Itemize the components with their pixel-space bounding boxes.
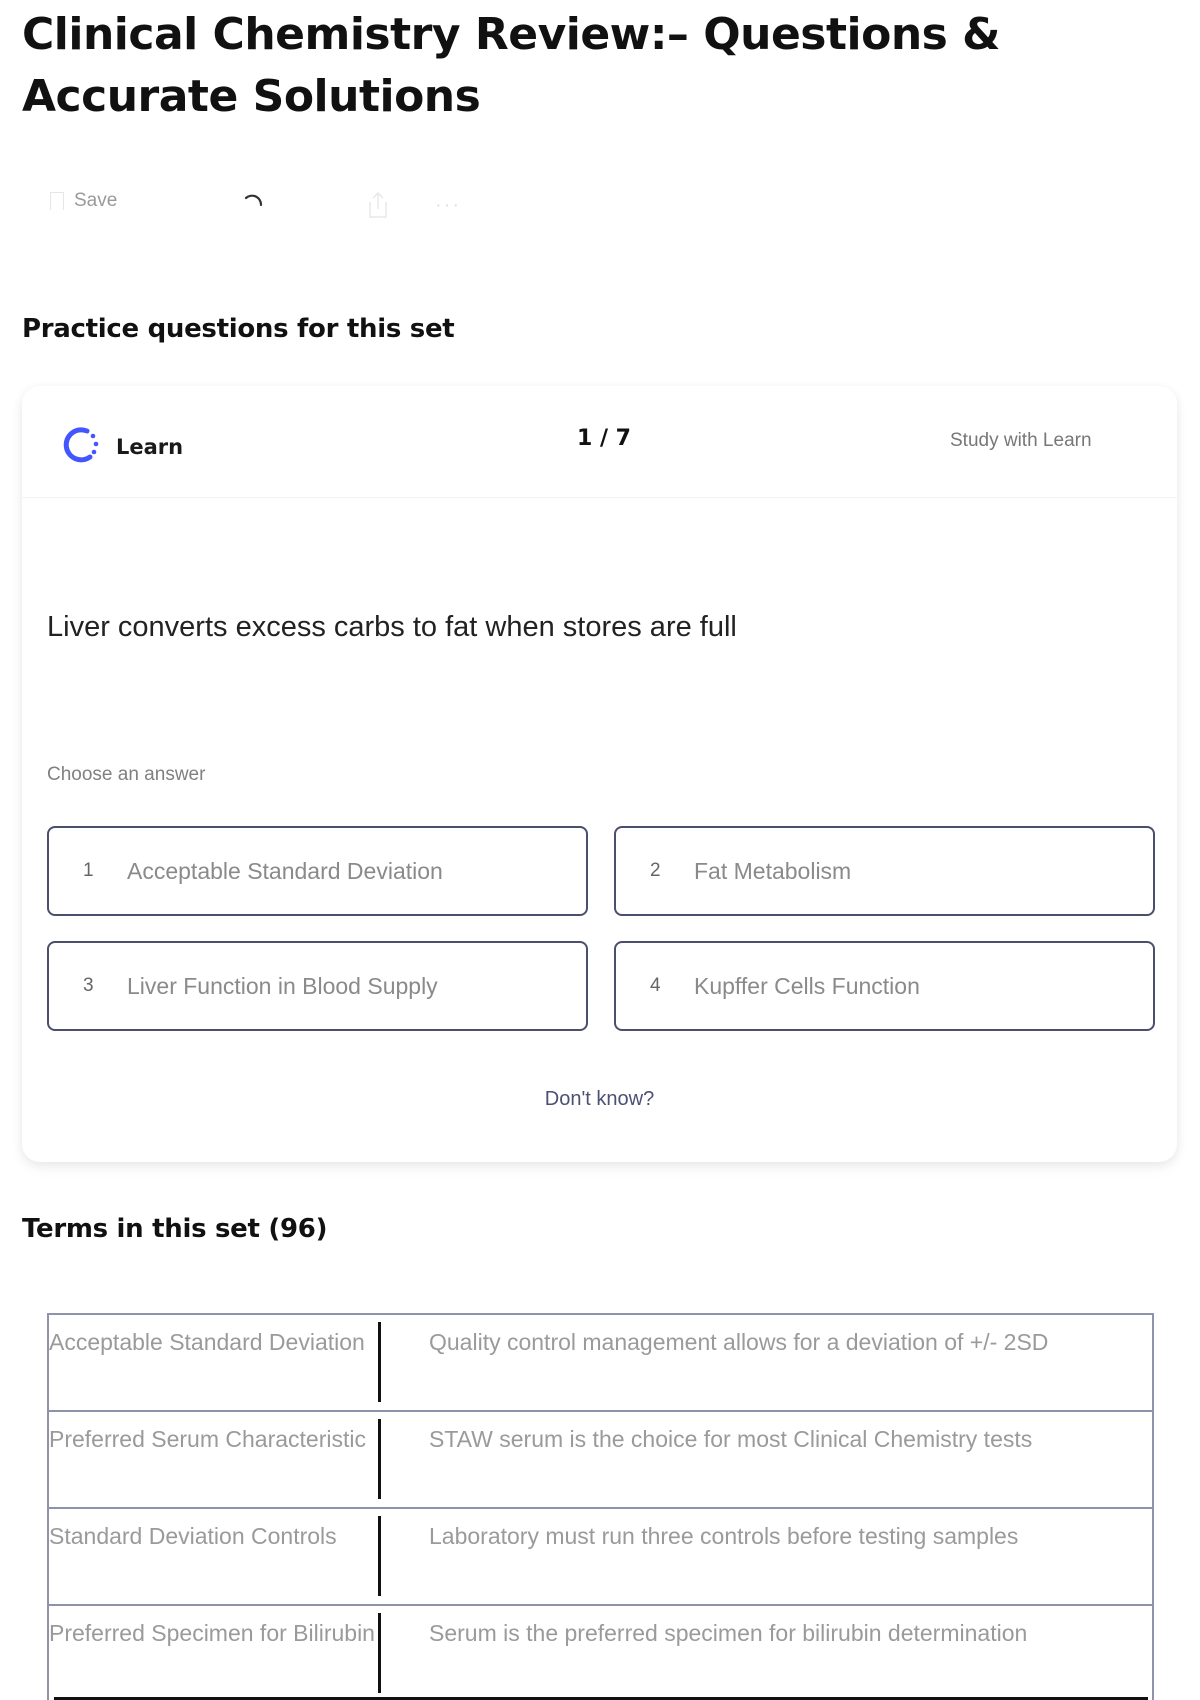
definition-text: Quality control management allows for a deviation of +/- 2SD (429, 1329, 1049, 1355)
option-text: Acceptable Standard Deviation (127, 857, 443, 884)
practice-card (22, 386, 1177, 1162)
option-text: Fat Metabolism (694, 857, 852, 884)
option-number: 2 (650, 860, 661, 881)
option-text: Kupffer Cells Function (694, 972, 920, 999)
table-row (49, 1509, 1152, 1606)
definition-cell (381, 1315, 1152, 1410)
table-row (49, 1315, 1152, 1412)
option-number: 3 (83, 975, 94, 996)
answer-option-4[interactable] (614, 941, 1155, 1031)
share-icon[interactable] (365, 190, 391, 225)
save-button[interactable] (50, 190, 117, 212)
option-text: Liver Function in Blood Supply (127, 972, 438, 999)
practice-section-title: Practice questions for this set (22, 314, 455, 344)
answer-option-3[interactable] (47, 941, 588, 1031)
dont-know-button[interactable]: Don't know? (544, 1088, 655, 1110)
terms-table (47, 1313, 1154, 1700)
toolbar (50, 190, 490, 224)
question-text: Liver converts excess carbs to fat when stores are full (47, 611, 737, 643)
learn-label: Learn (116, 434, 184, 459)
definition-cell (381, 1606, 1152, 1700)
terms-section-title: Terms in this set (96) (22, 1214, 328, 1244)
term-cell: Preferred Serum Characteristic (49, 1412, 381, 1507)
page-title: Clinical Chemistry Review:– Questions & Accurate Solutions (22, 9, 1001, 122)
term-cell: Preferred Specimen for Bilirubin (49, 1606, 381, 1700)
question-progress: 1 / 7 (577, 426, 631, 451)
choose-answer-label: Choose an answer (47, 764, 206, 785)
bookmark-icon (50, 192, 64, 210)
save-label: Save (74, 190, 118, 211)
option-number: 4 (650, 975, 661, 996)
term-cell: Acceptable Standard Deviation (49, 1315, 381, 1410)
definition-cell (381, 1412, 1152, 1507)
practice-card-header (22, 386, 1177, 498)
learn-mode[interactable] (60, 423, 183, 470)
definition-text: Serum is the preferred specimen for bilirubin determination (429, 1620, 1028, 1646)
answer-option-2[interactable] (614, 826, 1155, 916)
definition-text: Laboratory must run three controls before testing samples (429, 1523, 1019, 1549)
table-row (49, 1412, 1152, 1509)
answer-option-1[interactable] (47, 826, 588, 916)
table-row (49, 1606, 1152, 1700)
term-cell: Standard Deviation Controls (49, 1509, 381, 1604)
option-number: 1 (83, 860, 94, 881)
study-with-learn-link[interactable]: Study with Learn (950, 430, 1092, 451)
loading-spinner-icon (240, 191, 266, 222)
more-icon[interactable]: ··· (435, 194, 461, 216)
definition-cell (381, 1509, 1152, 1604)
definition-text: STAW serum is the choice for most Clinical Chemistry tests (429, 1426, 1033, 1452)
learn-icon (60, 423, 102, 470)
